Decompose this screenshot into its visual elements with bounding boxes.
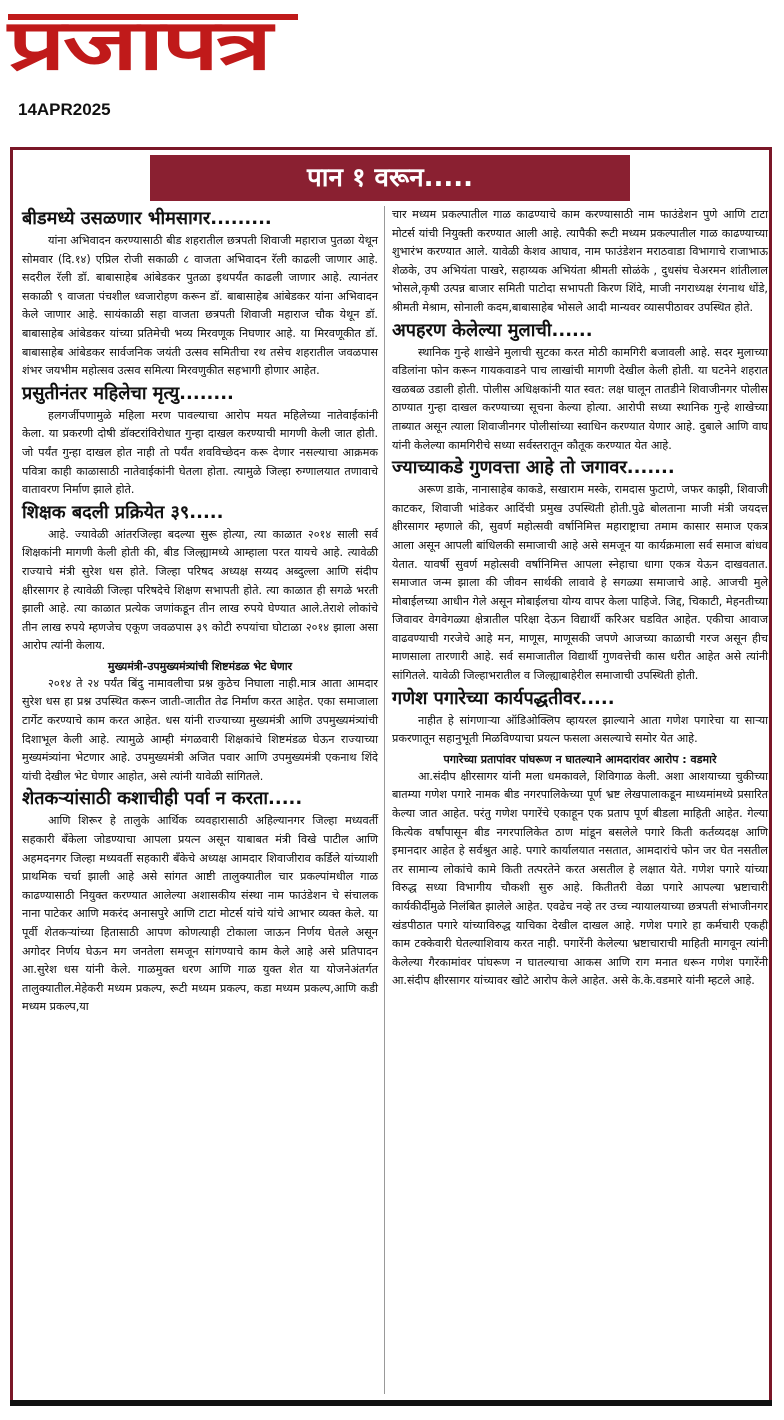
article-paragraph: अरूण डाके, नानासाहेब काकडे, सखाराम मस्के, रामदास फुटाणे, जफर काझी, शिवाजी काटकर, शिवाजी भांडेकर आदिंची प्रमुख उपस्थिती होती.पुढे बोलताना माजी मंत्री जयदत्त क्षीरसागर म्हणाले की, सुवर्ण महोत्सवी वर्षानिमित्त महाराष्ट्राचा तमाम कासार समाज एकत्र आला असून आपली बांधिलकी समाजाची आहे असे समजून या कार्यक्रमाला सर्व समाज बांधव येतात. यावर्षी सुवर्ण महोत्सवी वर्षानिमित्त आपला स्नेहाचा धागा एकत्र येऊन दाखवतात. समाजात जन्म झाला की जीवन सार्थकी लावावे हे सगळ्या समाजाचे आहे. आजची मुले मोबाईलच्या आधीन गेले असून मोबाईलचा योग्य वापर केला पाहिजे. जिद्द, चिकाटी, मेहनतीच्या जिवावर वेगवेगळ्या क्षेत्रातील परिक्षा देऊन विद्यार्थी करिअर घडवित आहेत. एकीचा आवाज वाढवण्याची गरजेचे आहे मन, माणूस, माणूसकी जपणे आजच्या काळाची गरज असून हीच माणसाला तारणारी आहे. सर्व समाजातील विद्यार्थी गुणवत्तेची कास धरीत आहेत असे त्यांनी सांगितले. यावेळी जिल्हाभरातील व जिल्ह्याबाहेरील समाजाची उपस्थिती होती.: [392, 483, 768, 683]
page-banner: पान १ वरून.....: [150, 155, 630, 201]
newspaper-logo: प्रजापत्र: [8, 4, 270, 86]
article-paragraph: आहे. ज्यावेळी आंतरजिल्हा बदल्या सुरू होत्या, त्या काळात २०१४ साली सर्व शिक्षकांनी मागणी केली होती की, बीड जिल्ह्यामध्ये आम्हाला परत यायचे आहे. त्यावेळी राज्याचे मंत्री सुरेश धस होते. जिल्हा परिषद अध्यक्ष सय्यद अब्दुल्ला आणि संदीप क्षीरसागर हे त्यावेळी जिल्हा परिषदेचे शिक्षण सभापती होते. त्या काळात ही सगळे भरती झाली आहे. त्या काळात प्रत्येक जणांकडून तीन लाख रुपये घेण्यात आले.तेराशे लोकांचे तीन लाख रुपये म्हणजेच एकूण जवळपास ३९ कोटी रुपयांचा घोटाळा २०१४ झाला असा आरोप त्यांनी केलाय.: [22, 527, 378, 653]
right-column: [392, 206, 768, 991]
masthead: [0, 0, 784, 150]
article-heading: बीडमध्ये उसळणार भीमसागर.........: [22, 208, 272, 229]
article-heading: प्रसुतीनंतर महिलेचा मृत्यु........: [22, 382, 234, 404]
article-paragraph: स्थानिक गुन्हे शाखेने मुलाची सुटका करत मोठी कामगिरी बजावली आहे. सदर मुलाच्या वडिलांना फोन करून गायकवाडने पाच लाखांची मागणी देखील केली होती. या घटनेने शहरात खळबळ उडाली होती. पोलीस अधिक्षकांनी यात स्वत: लक्ष घालून तातडीने शिवाजीनगर पोलीस ठाण्यात गुन्हा दाखल करण्याच्या सूचना केल्या होत्या. आरोपी सध्या स्थानिक गुन्हे शाखेच्या ताब्यात असून त्याला शिवाजीनगर पोलीसांच्या स्वाधिन करण्यात येणार आहे. दुबाले आणि वाघ यांनी केलेल्या कामगिरीचे सध्या सर्वस्तरातून कौतूक करण्यात येत आहे.: [392, 345, 768, 452]
article-heading: ज्याच्याकडे गुणवत्ता आहे तो जगावर.......: [392, 457, 675, 479]
article-paragraph: २०१४ ते २४ पर्यंत बिंदु नामावलीचा प्रश्न कुठेच निघाला नाही.मात्र आता आमदार सुरेश धस हा प्रश्न उपस्थित करून जाती-जातीत तेढ निर्माण करत आहेत. एका समाजाला टार्गेट करण्याचे काम करत आहेत. धस यांनी राज्याच्या मुख्यमंत्री आणि उपमुख्यमंत्र्यांची दिशाभूल केली आहे. त्यामुळे आम्ही मंगळवारी शिक्षकांचे शिष्टमंडळ घेऊन राज्याच्या मुख्यमंत्र्यांना भेटणार आहे. उपमुख्यमंत्री अजित पवार आणि उपमुख्यमंत्री एकनाथ शिंदे यांची देखील भेट घेणार आहोत, असे त्यांनी यावेळी सांगितले.: [22, 676, 378, 783]
article-paragraph: आणि शिरूर हे तालुके आर्थिक व्यवहारासाठी अहिल्यानगर जिल्हा मध्यवर्ती सहकारी बँकेला जोडण्याचा आपला प्रयत्न असून याबाबत मंत्री विखे पाटील आणि अहमदनगर जिल्हा मध्यवर्ती सहकारी बँकेचे अध्यक्ष आमदार शिवाजीराव कर्डिले यांच्याशी प्राथमिक चर्चा झाली आहे असे सांगत आष्टी तालुक्यातील चार प्रकल्पांमधील गाळ काढण्यासाठी नियुक्त करण्यात आलेल्या अशासकीय संस्था नाम फाउंडेशन चे संचालक नाना पाटेकर आणि मकरंद अनासपुरे आणि टाटा मोटर्स यांचे यांचे आभार व्यक्त केले. या पूर्वी शेतकऱ्यांच्या हितासाठी आपण कोणत्याही टोकाला जाऊन निर्णय घेतले असून अगोदर निर्णय घेऊन मग जनतेला समजून सांगण्याचे काम केले आहे असे प्रतिपादन आ.सुरेश धस यांनी केले. गाळमुक्त धरण आणि गाळ युक्त शेत या योजनेअंतर्गत तालुक्यातील.मेहेकरी मध्यम प्रकल्प, रूटी मध्यम प्रकल्प, कडा मध्यम प्रकल्प,आणि कडी मध्यम प्रकल्प,या: [22, 814, 378, 1014]
article-paragraph: नाहीत हे सांगणाऱ्या ऑडिओक्लिप व्हायरल झाल्याने आता गणेश पगारेचा या साऱ्या प्रकरणातून सहानुभूती मिळविण्याचा प्रयत्न फसला असल्याचे समोर येत आहे.: [392, 713, 768, 746]
article-heading: शेतकऱ्यांसाठी कशाचीही पर्वा न करता.....: [22, 788, 303, 810]
article-paragraph: यांना अभिवादन करण्यासाठी बीड शहरातील छत्रपती शिवाजी महाराज पुतळा येथून सोमवार (दि.१४) एप्रिल रोजी सकाळी ८ वाजता अभिवादन रॅली काढली जाणार आहे. सदरील रॅली डॉ. बाबासाहेब आंबेडकर पुतळा इथपर्यंत काढली जाणार आहे. त्यानंतर सकाळी ९ वाजता पंचशील ध्वजारोहण करून डॉ. बाबासाहेब आंबेडकर यांना अभिवादन केले जाणार आहे. सायंकाळी सहा वाजता छत्रपती शिवाजी महाराज चौक येथून डॉ. बाबासाहेब आंबेडकर यांच्या प्रतिमेची भव्य मिरवणूक निघणार आहे. या मिरवणूकीत डॉ. बाबासाहेब आंबेडकर सार्वजनिक जयंती उत्सव समितीचा रथ तसेच शहरातील जवळपास शंभर जयभीम महोत्सव उत्सव समित्या मिरवणुकीत सहभागी होणार आहेत.: [22, 234, 378, 378]
column-divider: [384, 206, 385, 1394]
article-paragraph: हलगर्जीपणामुळे महिला मरण पावल्याचा आरोप मयत महिलेच्या नातेवाईकांनी केला. या प्रकरणी दोषी डॉक्टरांविरोधात गुन्हा दाखल करण्याची मागणी केली जात होती. जो पर्यंत गुन्हा दाखल होत नाही तो पर्यंत शवविच्छेदन करू देणार नसल्याचा आक्रमक पवित्रा काही काळासाठी नातेवाईकांनी घेतला होता. त्यामुळे जिल्हा रुग्णालयात तणावाचे वातावरण निर्माण झाले होते.: [22, 408, 378, 497]
article-subheading: मुख्यमंत्री-उपमुख्यमंत्र्यांची शिष्टमंडळ भेट घेणार: [107, 659, 293, 673]
left-column: [22, 206, 378, 1017]
article-heading: गणेश पगारेच्या कार्यपद्धतीवर.....: [392, 687, 615, 709]
bottom-rule: [10, 1400, 772, 1406]
publication-date: 14APR2025: [18, 100, 111, 119]
article-paragraph: चार मध्यम प्रकल्पातील गाळ काढण्याचे काम करण्यासाठी नाम फाउंडेशन पुणे आणि टाटा मोटर्स यांची नियुक्ती करण्यात आली आहे. त्यापैकी रूटी मध्यम प्रकल्पातील गाळ काढण्याच्या शुभारंभ करण्यात आले. यावेळी केशव आघाव, नाम फाउंडेशन मराठवाडा विभागाचे राजाभाऊ शेळके, उप अभियंता पाखरे, सहाय्यक अभियंता श्रीमती सोळंके , दुधसंघ चेअरमन शांतीलाल भोसले,कृषी उत्पन्न बाजार समिती पाटोदा सभापती किरण शिंदे, माजी नगराध्यक्ष रंगनाथ धोंडे, श्रीमती मेश्राम, सोनाली कदम,बाबासाहेब भोसले आदी मान्यवर व्यासपीठावर उपस्थित होते.: [392, 208, 768, 314]
article-heading: शिक्षक बदली प्रक्रियेत ३९.....: [22, 501, 224, 523]
article-paragraph: आ.संदीप क्षीरसागर यांनी मला धमकावले, शिविगाळ केली. अशा आशयाच्या चुकीच्या बातम्या गणेश पगारे नामक बीड नगरपालिकेच्या पूर्ण भ्रष्ट लेखपालाकडून माध्यमांमध्ये प्रसारित केल्या जात आहेत. परंतु गणेश पगारेंचे एकाहून एक प्रताप पूर्ण बीडला माहिती आहेत. गेल्या कित्येक वर्षांपासून बीड नगरपालिकेत ठाण मांडून बसलेले पगारे किती कर्तव्यदक्ष आणि इमानदार आहेत हे सर्वश्रुत आहे. पगारे कार्यालयात नसतात, आमदारांचे फोन जर घेत नसतील तर सामान्य लोकांचे कामे किती तत्परतेने करत असतील हे लक्षात येते. गणेश पगारे यांच्या विरुद्ध सध्या विभागीय चौकशी सुरु आहे. कितीतरी वेळा पगारे आपल्या भ्रष्टाचारी कार्यकीर्दीमुळे निलंबित झालेले आहेत. एवढेच नव्हे तर उच्च न्यायालयाच्या छत्रपती संभाजीनगर खंडपीठात पगारे यांच्याविरुद्ध याचिका देखील दाखल आहे. गणेश पगारे हा कर्मचारी एकही काम टक्केवारी घेतल्याशिवाय करत नाही. पगारेंनी केलेल्या भ्रष्टाचाराची माहिती मागवून त्यांनी केलेल्या गैरकामांवर पांघरूण न घातल्याचा आकस आणि राग मनात धरून गणेश पगारेंनी आ.संदीप क्षीरसागर यांच्यावर खोटे आरोप केले आहेत. असे के.के.वडमारे यांनी म्हटले आहे.: [392, 769, 768, 988]
article-subheading: पगारेच्या प्रतापांवर पांघरूण न घातल्याने आमदारांवर आरोप : वडमारे: [443, 752, 717, 766]
article-heading: अपहरण केलेल्या मुलाची......: [392, 319, 593, 341]
